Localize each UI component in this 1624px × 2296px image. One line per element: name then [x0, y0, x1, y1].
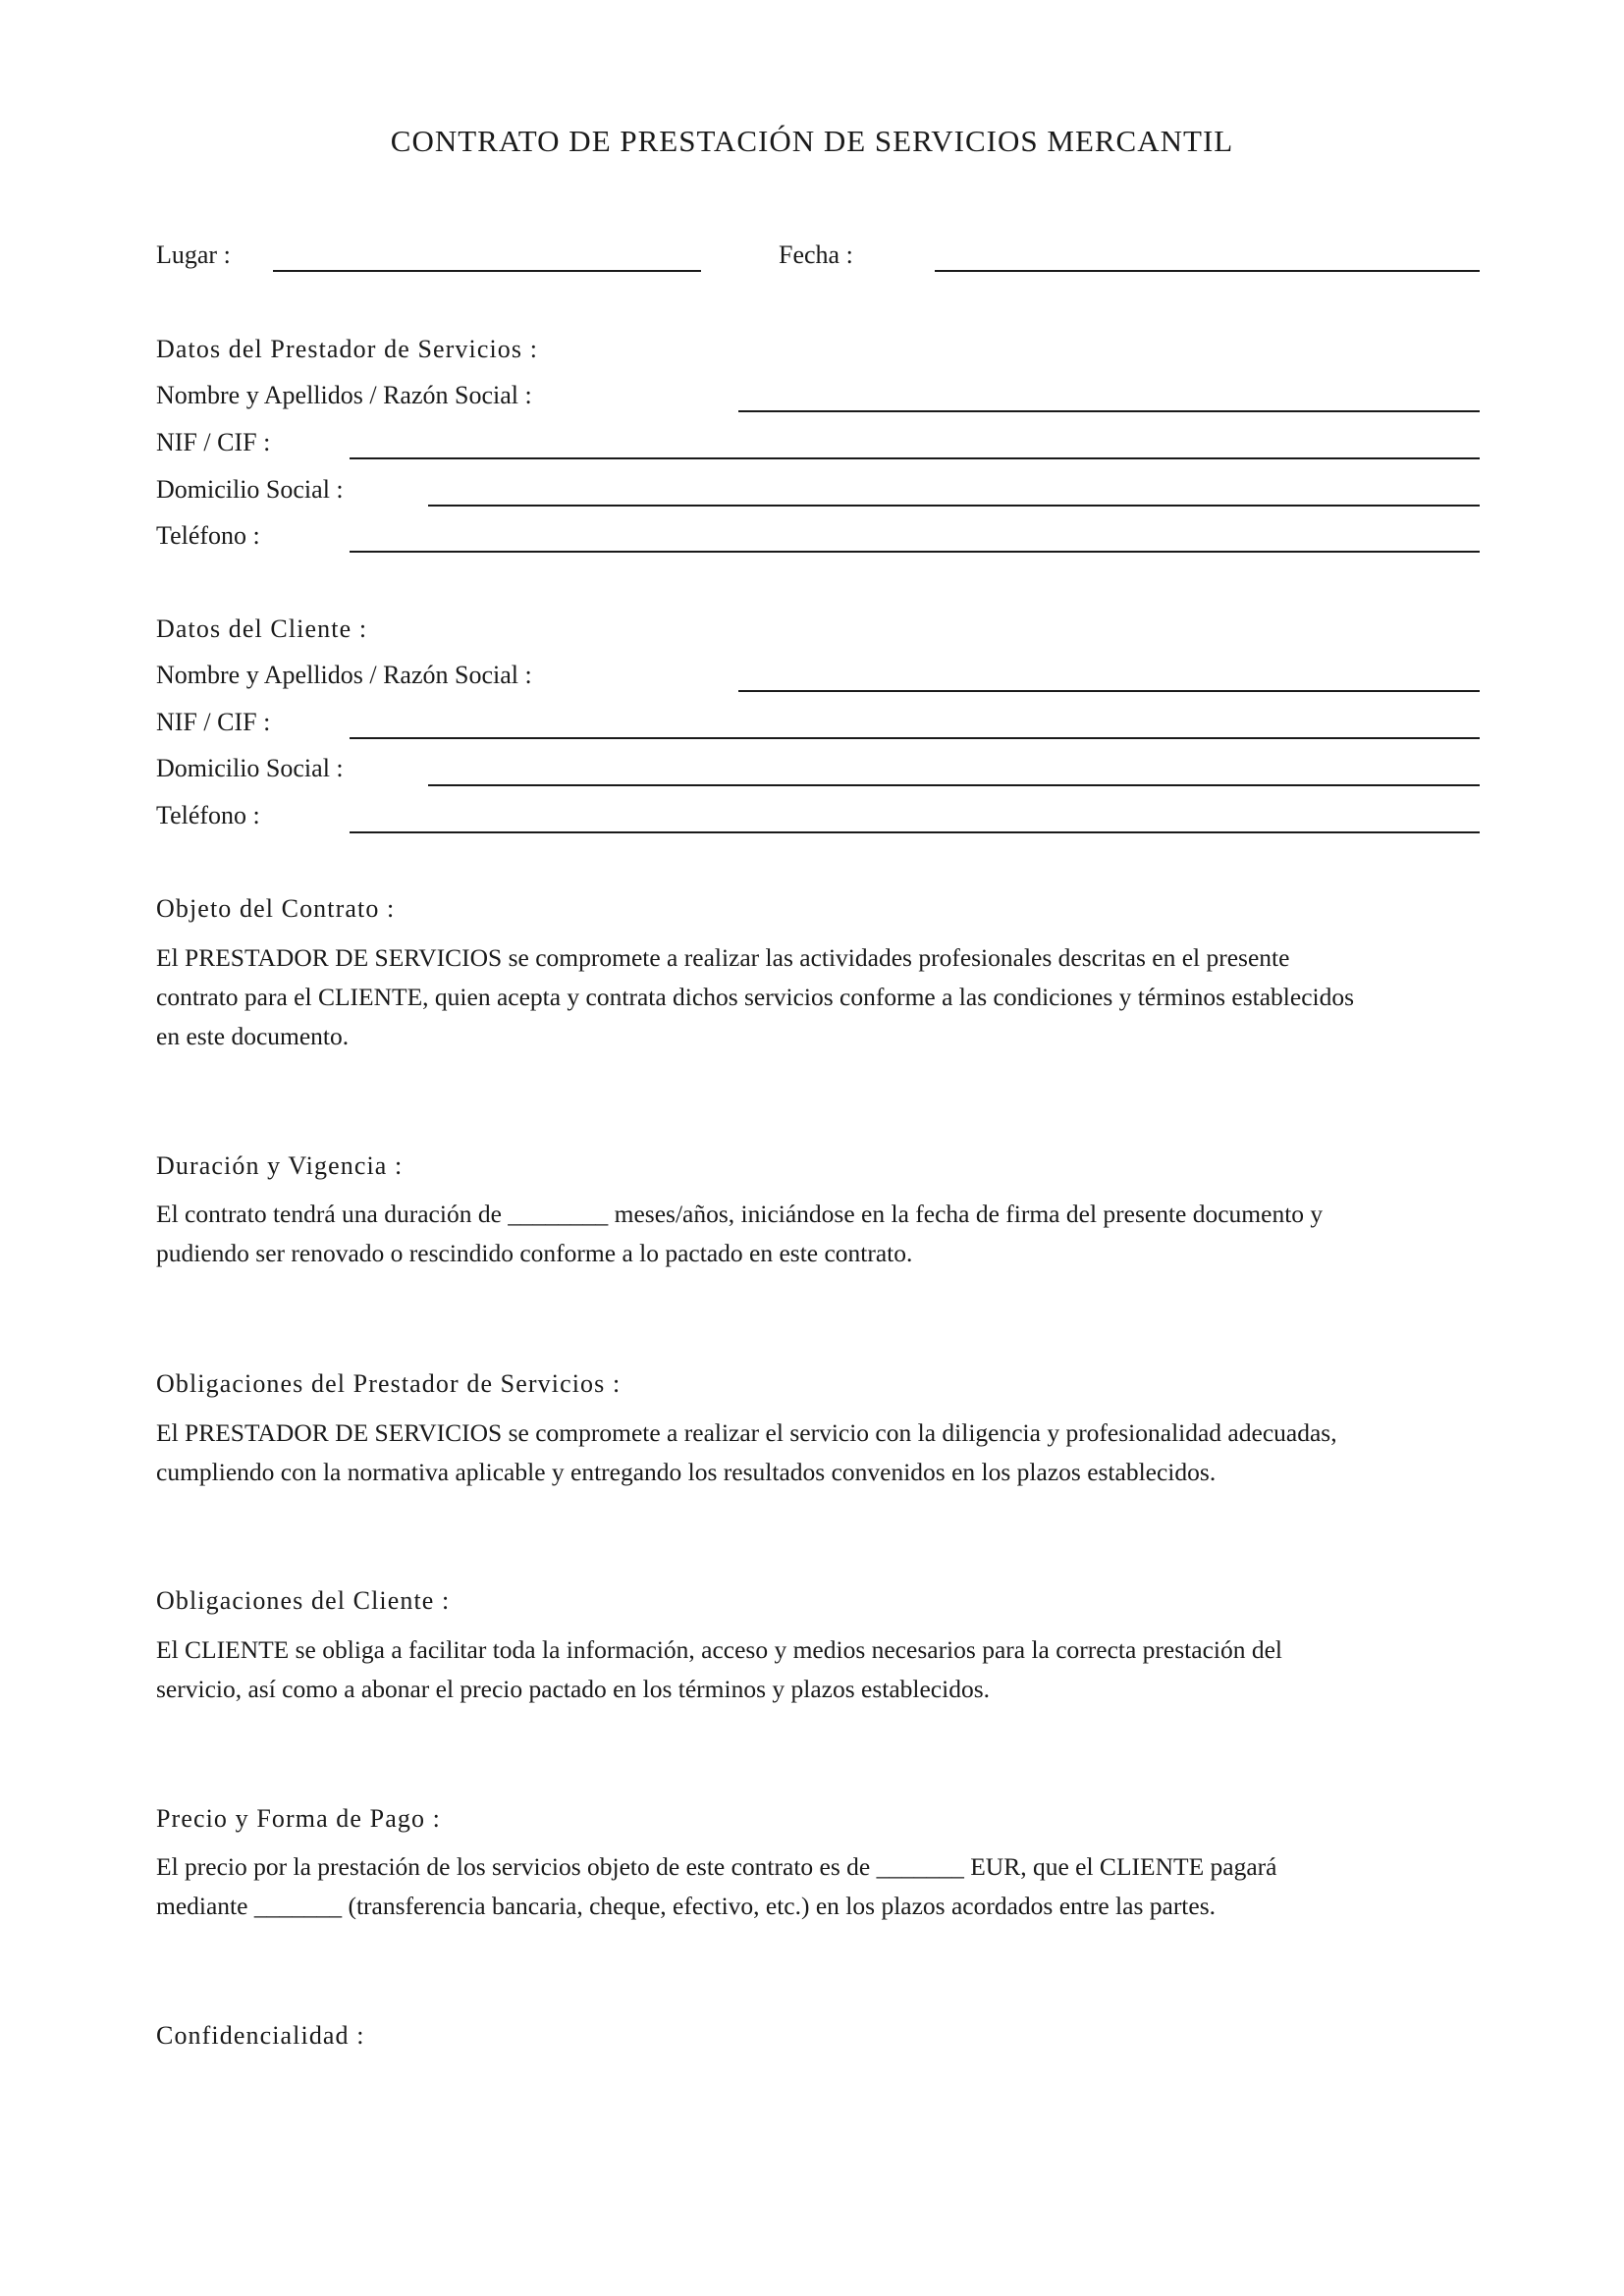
provider-heading: Datos del Prestador de Servicios :	[156, 335, 539, 363]
client-name-label: Nombre y Apellidos / Razón Social :	[156, 661, 532, 689]
paragraph-line: El PRESTADOR DE SERVICIOS se compromete a realizar las actividades profesionales descritas en el presente	[156, 943, 1290, 972]
place-field-line[interactable]	[273, 270, 701, 272]
client-name-line[interactable]	[738, 690, 1480, 692]
provider-address-line[interactable]	[428, 505, 1480, 507]
paragraph-line: cumpliendo con la normativa aplicable y entregando los resultados convenidos en los plazos establecidos.	[156, 1458, 1217, 1486]
client-nif-line[interactable]	[350, 737, 1480, 739]
paragraph-line: en este documento.	[156, 1022, 350, 1050]
client-address-line[interactable]	[428, 784, 1480, 786]
paragraph-line: El precio por la prestación de los servicios objeto de este contrato es de _______ EUR, que el CLIENTE pagará	[156, 1852, 1277, 1881]
section-heading-precio: Precio y Forma de Pago :	[156, 1804, 441, 1833]
client-phone-line[interactable]	[350, 831, 1480, 833]
provider-name-label: Nombre y Apellidos / Razón Social :	[156, 381, 532, 409]
paragraph-line: pudiendo ser renovado o rescindido conforme a lo pactado en este contrato.	[156, 1239, 913, 1267]
section-heading-obligaciones-prestador: Obligaciones del Prestador de Servicios :	[156, 1369, 622, 1398]
date-field-line[interactable]	[935, 270, 1480, 272]
section-body-objeto	[156, 938, 1491, 1056]
date-label: Fecha :	[779, 240, 853, 269]
paragraph-line: El CLIENTE se obliga a facilitar toda la información, acceso y medios necesarios para la correcta prestación del	[156, 1635, 1283, 1664]
paragraph-line: El PRESTADOR DE SERVICIOS se compromete a realizar el servicio con la diligencia y profesionalidad adecuadas,	[156, 1418, 1337, 1447]
section-heading-confidencialidad: Confidencialidad :	[156, 2021, 365, 2050]
paragraph-line: El contrato tendrá una duración de ________ meses/años, iniciándose en la fecha de firma del presente documento y	[156, 1200, 1324, 1228]
client-phone-label: Teléfono :	[156, 801, 260, 829]
client-heading: Datos del Cliente :	[156, 614, 368, 643]
section-body-obligaciones-prestador	[156, 1414, 1491, 1492]
provider-nif-label: NIF / CIF :	[156, 428, 271, 456]
section-body-obligaciones-cliente	[156, 1630, 1491, 1709]
place-label: Lugar :	[156, 240, 231, 269]
client-nif-label: NIF / CIF :	[156, 708, 271, 736]
provider-name-line[interactable]	[738, 410, 1480, 412]
paragraph-line: servicio, así como a abonar el precio pactado en los términos y plazos establecidos.	[156, 1675, 991, 1703]
section-body-precio	[156, 1847, 1491, 1926]
paragraph-line: contrato para el CLIENTE, quien acepta y contrata dichos servicios conforme a las condiciones y términos establecidos	[156, 983, 1355, 1011]
provider-phone-line[interactable]	[350, 551, 1480, 553]
client-address-label: Domicilio Social :	[156, 754, 344, 782]
section-heading-duracion: Duración y Vigencia :	[156, 1151, 404, 1180]
section-body-duracion	[156, 1195, 1491, 1273]
provider-nif-line[interactable]	[350, 457, 1480, 459]
section-heading-obligaciones-cliente: Obligaciones del Cliente :	[156, 1586, 451, 1615]
provider-address-label: Domicilio Social :	[156, 475, 344, 504]
paragraph-line: mediante _______ (transferencia bancaria, cheque, efectivo, etc.) en los plazos acordados entre las partes.	[156, 1892, 1217, 1920]
document-title: CONTRATO DE PRESTACIÓN DE SERVICIOS MERCANTIL	[390, 124, 1234, 158]
provider-phone-label: Teléfono :	[156, 521, 260, 550]
section-heading-objeto: Objeto del Contrato :	[156, 894, 396, 923]
